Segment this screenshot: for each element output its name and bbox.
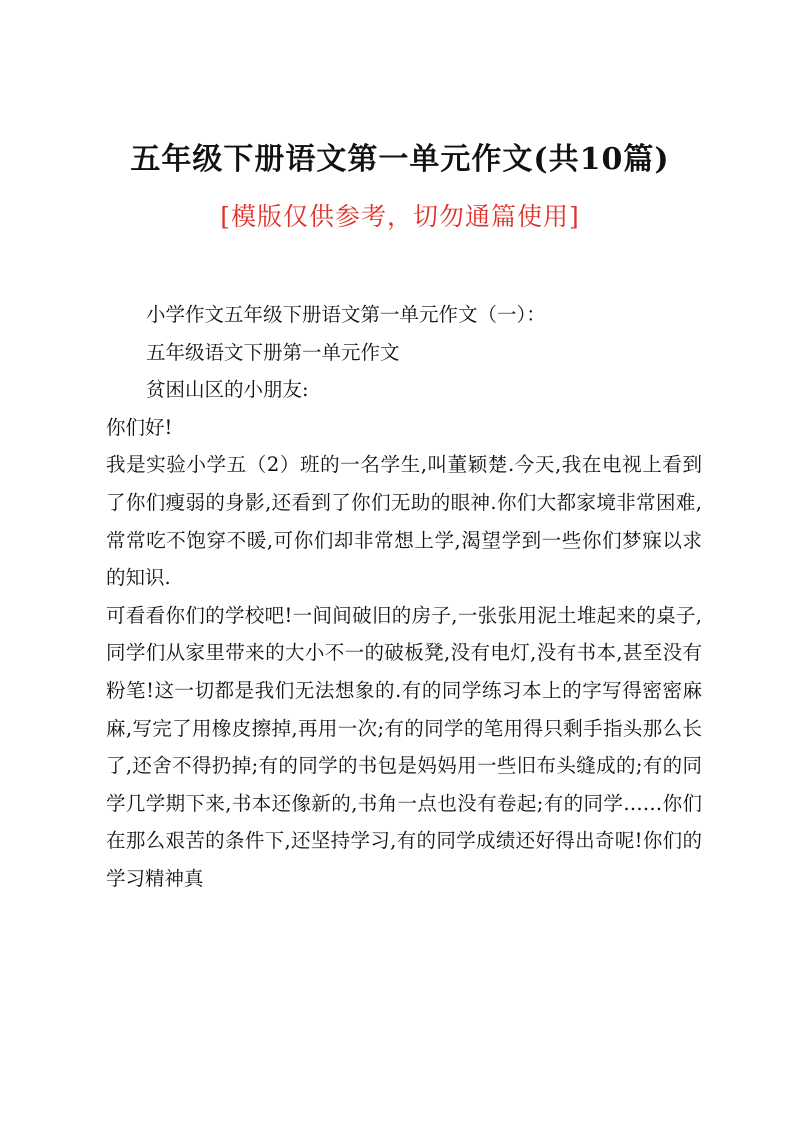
paragraph-1: 我是实验小学五（2）班的一名学生,叫董颖楚.今天,我在电视上看到了你们瘦弱的身影,还看到了你们无助的眼神.你们大都家境非常困难,常常吃不饱穿不暖,可你们却非常想上学,渴望学到一些你们梦寐以求的知识. bbox=[106, 453, 702, 590]
essay-heading-line: 小学作文五年级下册语文第一单元作文（一）： bbox=[146, 303, 546, 326]
document-title: 五年级下册语文第一单元作文(共10篇) bbox=[130, 142, 670, 177]
template-notice: [模版仅供参考，切勿通篇使用] bbox=[220, 202, 580, 231]
essay-body bbox=[106, 296, 702, 898]
salutation: 贫困山区的小朋友: bbox=[146, 378, 309, 402]
essay-title: 五年级语文下册第一单元作文 bbox=[146, 340, 400, 364]
greeting: 你们好! bbox=[106, 415, 173, 439]
paragraph-2: 可看看你们的学校吧!一间间破旧的房子,一张张用泥土堆起来的桌子,同学们从家里带来的大小不一的破板凳,没有电灯,没有书本,甚至没有粉笔!这一切都是我们无法想象的.有的同学练习本上的字写得密密麻麻,写完了用橡皮擦掉,再用一次;有的同学的笔用得只剩手指头那么长了,还舍不得扔掉;有的同学的书包是妈妈用一些旧布头缝成的;有的同学几学期下来,书本还像新的,书角一点也没有卷起;有的同学……你们在那么艰苦的条件下,还坚持学习,有的同学成绩还好得出奇呢!你们的学习精神真 bbox=[106, 603, 702, 890]
